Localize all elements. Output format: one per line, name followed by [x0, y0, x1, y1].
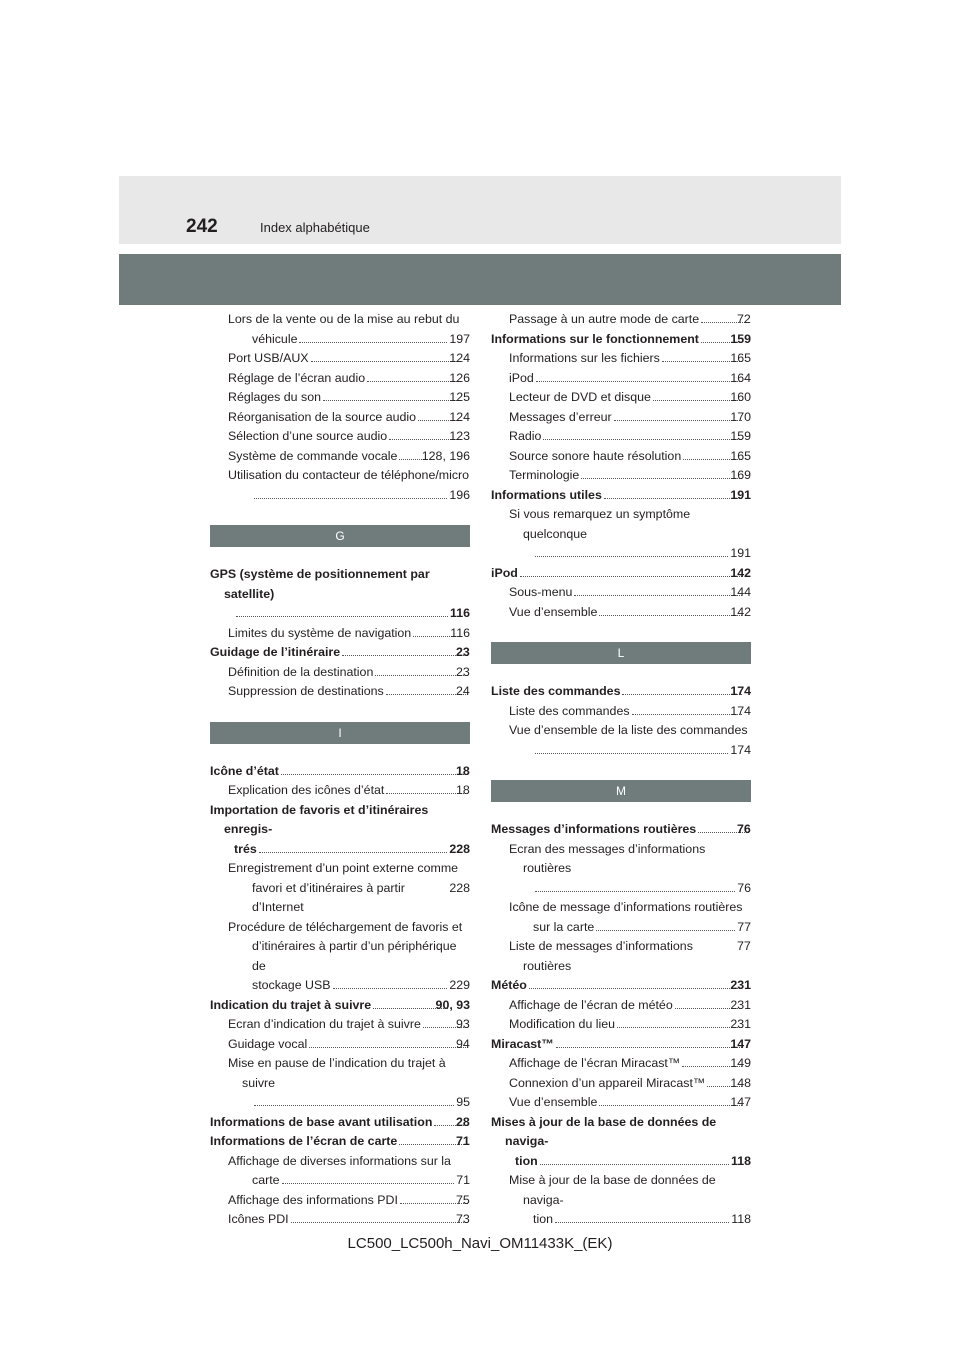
- section-letter-header: L: [491, 642, 751, 664]
- index-entry: Icône d’état 18: [210, 762, 470, 782]
- entry-text: Guidage vocal: [228, 1036, 308, 1051]
- page-reference: 90, 93: [435, 997, 470, 1012]
- index-entry: [491, 682, 751, 702]
- index-entry: [210, 565, 470, 624]
- page-reference: 174: [730, 742, 751, 757]
- entry-text: Guidage de l’itinéraire: [210, 645, 341, 659]
- page-reference: 142: [730, 565, 751, 580]
- entry-text: Procédure de téléchargement de favoris et: [228, 919, 463, 934]
- index-subentry: [210, 1054, 470, 1113]
- index-subentry: [491, 996, 751, 1016]
- index-entry: Informations de l’écran de carte 71: [210, 1132, 470, 1152]
- leader-dots: [535, 556, 728, 557]
- entry-text: Système de commande vocale: [228, 448, 398, 463]
- index-entry: [491, 564, 751, 584]
- entry-text: Réorganisation de la source audio: [228, 409, 417, 424]
- entry-text: Réglage de l’écran audio: [228, 370, 366, 385]
- page-reference: 197: [449, 331, 470, 346]
- entry-text: Suppression de destinations: [228, 684, 384, 698]
- index-entry: [491, 486, 751, 506]
- leader-dots: [632, 714, 743, 715]
- entry-text-continued: d’itinéraires à partir d’un périphérique de: [252, 939, 457, 973]
- entry-text: Modification du lieu: [509, 1017, 616, 1031]
- leader-dots: [281, 774, 468, 775]
- page-reference: 191: [730, 546, 751, 560]
- leader-dots: [574, 595, 742, 596]
- page-reference: 118: [731, 1153, 751, 1168]
- index-subentry: Ecran d’indication du trajet à suivre 93: [210, 1015, 470, 1035]
- entry-text: Informations de base avant utilisation: [210, 1114, 433, 1129]
- page-reference: 123: [449, 429, 470, 443]
- entry-text: Informations sur le fonctionnement: [491, 331, 699, 346]
- page-reference: 116: [450, 606, 470, 620]
- page-reference: 170: [730, 409, 751, 424]
- index-subentry: [491, 1015, 751, 1035]
- entry-text: Liste des commandes: [509, 703, 630, 718]
- entry-text: Affichage des informations PDI: [228, 1192, 398, 1207]
- entry-text-continued: tion: [515, 1153, 538, 1168]
- entry-text: Lors de la vente ou de la mise au rebut du: [228, 312, 460, 326]
- leader-dots: [529, 988, 743, 989]
- page-reference: 229: [449, 978, 470, 992]
- entry-text: Liste des commandes: [491, 684, 621, 698]
- leader-dots: [254, 498, 447, 499]
- page-reference: 159: [730, 331, 751, 346]
- index-subentry: Icônes PDI 73: [210, 1210, 470, 1230]
- entry-text: Enregistrement d’un point externe comme: [228, 861, 459, 875]
- entry-text: Météo: [491, 978, 527, 992]
- entry-text: Si vous remarquez un symptôme quelconque: [509, 507, 691, 541]
- index-subentry: [491, 898, 751, 937]
- entry-text-continued: carte: [252, 1173, 280, 1187]
- entry-text: Sélection d’une source audio: [228, 429, 388, 443]
- entry-text: Mise en pause de l’indication du trajet à suivre: [228, 1056, 446, 1090]
- entry-text: Port USB/AUX: [228, 351, 309, 365]
- leader-dots: [342, 655, 468, 656]
- leader-dots: [311, 361, 462, 362]
- section-letter-header: I: [210, 722, 470, 744]
- index-column-right: [491, 310, 751, 1230]
- entry-text-continued: tion: [533, 1212, 553, 1226]
- page-reference: 76: [737, 880, 751, 895]
- index-entry: Messages d’informations routières 76: [491, 820, 751, 840]
- entry-text-continued: stockage USB: [252, 978, 331, 992]
- page-reference: 77: [737, 919, 751, 934]
- index-entry: [210, 801, 470, 860]
- page-reference: 71: [456, 1173, 470, 1187]
- entry-text: Vue d’ensemble de la liste des commandes: [509, 723, 748, 737]
- page-reference: 124: [449, 351, 470, 365]
- entry-text-continued: sur la carte: [533, 919, 595, 934]
- index-subentry: [491, 505, 751, 564]
- index-subentry: [210, 1152, 470, 1191]
- page-reference: 148: [730, 1075, 751, 1090]
- leader-dots: [323, 400, 461, 401]
- page-reference: 191: [730, 487, 751, 502]
- index-entry: [210, 996, 470, 1016]
- leader-dots: [291, 1222, 468, 1223]
- index-entry: Guidage de l’itinéraire 23: [210, 643, 470, 663]
- leader-dots: [375, 675, 468, 676]
- leader-dots: [254, 1105, 454, 1106]
- entry-text: Vue d’ensemble: [509, 1095, 598, 1109]
- entry-text: Liste de messages d’informations routières: [509, 939, 693, 973]
- index-subentry: [210, 447, 470, 467]
- leader-dots: [282, 1183, 455, 1184]
- index-entry: [491, 976, 751, 996]
- entry-text: Affichage de diverses informations sur la: [228, 1153, 451, 1168]
- entry-text: Miracast™: [491, 1036, 554, 1051]
- document-footer: LC500_LC500h_Navi_OM11433K_(EK): [347, 1235, 613, 1252]
- page-reference: 174: [730, 684, 751, 698]
- leader-dots: [599, 615, 742, 616]
- index-subentry: [491, 466, 751, 486]
- index-entry: Informations de base avant utilisation 28: [210, 1113, 470, 1133]
- leader-dots: [536, 381, 743, 382]
- page-reference: 144: [730, 585, 751, 599]
- index-subentry: [491, 427, 751, 447]
- page-reference: 124: [449, 409, 470, 424]
- leader-dots: [581, 478, 742, 479]
- leader-dots: [333, 988, 448, 989]
- leader-dots: [535, 753, 728, 754]
- entry-text: Informations utiles: [491, 487, 602, 502]
- entry-text-continued: véhicule: [252, 331, 298, 346]
- entry-text: Ecran d’indication du trajet à suivre: [228, 1017, 421, 1031]
- index-subentry: [210, 408, 470, 428]
- leader-dots: [556, 1047, 743, 1048]
- entry-text: Utilisation du contacteur de téléphone/micro: [228, 468, 470, 482]
- entry-text: Informations sur les fichiers: [509, 351, 660, 365]
- leader-dots: [599, 1105, 742, 1106]
- entry-text: iPod: [509, 370, 534, 385]
- page-reference: 116: [450, 625, 470, 640]
- index-entry: [491, 1113, 751, 1172]
- leader-dots: [614, 420, 743, 421]
- index-subentry: [491, 603, 751, 623]
- page-reference: 231: [730, 1017, 751, 1031]
- index-subentry: [491, 1093, 751, 1113]
- index-entry: [491, 1035, 751, 1055]
- page-reference: 159: [730, 429, 751, 443]
- entry-text: Réglages du son: [228, 390, 321, 404]
- index-subentry: Explication des icônes d’état 18: [210, 781, 470, 801]
- leader-dots: [543, 439, 742, 440]
- index-subentry: [210, 369, 470, 389]
- index-subentry: [210, 349, 470, 369]
- index-subentry: [210, 918, 470, 996]
- index-subentry: [491, 702, 751, 722]
- index-subentry: [491, 1171, 751, 1230]
- entry-text: Importation de favoris et d’itinéraires enregis-: [210, 802, 429, 836]
- entry-text: Source sonore haute résolution: [509, 448, 682, 463]
- index-subentry: [210, 859, 470, 918]
- index-subentry: [491, 408, 751, 428]
- page-reference: 174: [730, 703, 751, 718]
- entry-text-continued: trés: [234, 841, 257, 856]
- page-title: Index alphabétique: [260, 220, 370, 235]
- leader-dots: [236, 616, 448, 617]
- page-reference: 231: [730, 997, 751, 1012]
- index-subentry: Liste de messages d’informations routières 77: [491, 937, 751, 976]
- entry-text: Informations de l’écran de carte: [210, 1134, 398, 1148]
- index-subentry: [210, 310, 470, 349]
- entry-text: Passage à un autre mode de carte: [509, 312, 700, 326]
- section-letter-header: G: [210, 525, 470, 547]
- index-subentry: [491, 369, 751, 389]
- page-reference: 95: [456, 1095, 470, 1109]
- index-subentry: [491, 721, 751, 760]
- leader-dots: [259, 852, 448, 853]
- entry-text: Explication des icônes d’état: [228, 783, 385, 797]
- leader-dots: [309, 1047, 468, 1048]
- entry-text: Affichage de l’écran Miracast™: [509, 1056, 681, 1070]
- index-subentry: [491, 447, 751, 467]
- leader-dots: [604, 498, 742, 499]
- index-column-left: [210, 310, 470, 1230]
- index-subentry: [491, 840, 751, 899]
- section-letter-header: M: [491, 780, 751, 802]
- entry-text: Lecteur de DVD et disque: [509, 390, 651, 404]
- entry-text: Icônes PDI: [228, 1212, 289, 1226]
- leader-dots: [617, 1027, 742, 1028]
- page-reference: 147: [730, 1036, 751, 1051]
- index-subentry: [491, 583, 751, 603]
- entry-text: Indication du trajet à suivre: [210, 997, 372, 1012]
- leader-dots: [622, 694, 742, 695]
- page-reference: 118: [731, 1212, 751, 1226]
- entry-text: Messages d’informations routières: [491, 822, 697, 836]
- leader-dots: [653, 400, 742, 401]
- leader-dots: [596, 930, 735, 931]
- page-reference: 231: [730, 978, 751, 992]
- page-reference: 165: [730, 448, 751, 463]
- entry-text: Vue d’ensemble: [509, 604, 598, 619]
- entry-text: Terminologie: [509, 468, 580, 482]
- index-subentry: [491, 1054, 751, 1074]
- entry-text: Définition de la destination: [228, 664, 374, 679]
- page-reference: 228: [449, 880, 470, 895]
- index-subentry: [491, 1074, 751, 1094]
- index-entry: [491, 330, 751, 350]
- entry-text: Messages d’erreur: [509, 409, 612, 424]
- index-subentry: Définition de la destination 23: [210, 663, 470, 683]
- index-subentry: [210, 624, 470, 644]
- index-subentry: Passage à un autre mode de carte 72: [491, 310, 751, 330]
- index-subentry: [210, 388, 470, 408]
- page-reference: 128, 196: [421, 448, 470, 463]
- leader-dots: [367, 381, 461, 382]
- header-band: [119, 254, 841, 305]
- page-reference: 169: [730, 468, 751, 482]
- entry-text: iPod: [491, 565, 518, 580]
- page-reference: 149: [730, 1056, 751, 1070]
- entry-text: Radio: [509, 429, 542, 443]
- leader-dots: [555, 1222, 729, 1223]
- entry-text: Mises à jour de la base de données de naviga-: [491, 1114, 717, 1148]
- entry-text: Ecran des messages d’informations routières: [509, 841, 706, 875]
- entry-text: Icône d’état: [210, 763, 279, 778]
- page-number: 242: [186, 216, 218, 237]
- leader-dots: [540, 1164, 729, 1165]
- page-reference: 228: [449, 841, 470, 856]
- index-subentry: [491, 388, 751, 408]
- page-reference: 196: [449, 487, 470, 502]
- page-reference: 142: [730, 604, 751, 619]
- entry-text: Sous-menu: [509, 585, 573, 599]
- page-reference: 147: [730, 1095, 751, 1109]
- index-subentry: [210, 427, 470, 447]
- leader-dots: [520, 576, 742, 577]
- entry-text: Limites du système de navigation: [228, 625, 412, 640]
- index-subentry: [491, 349, 751, 369]
- page-reference: 165: [730, 351, 751, 365]
- index-subentry: Guidage vocal 94: [210, 1035, 470, 1055]
- leader-dots: [535, 891, 735, 892]
- page-reference: 125: [449, 390, 470, 404]
- header-bar: [119, 176, 841, 244]
- index-subentry: Suppression de destinations 24: [210, 682, 470, 702]
- entry-text: Mise à jour de la base de données de naviga-: [509, 1173, 716, 1207]
- page-reference: 126: [449, 370, 470, 385]
- entry-text: Affichage de l’écran de météo: [509, 997, 673, 1012]
- index-subentry: [210, 466, 470, 505]
- entry-text-continued: favori et d’itinéraires à partir d’Internet: [252, 880, 405, 914]
- entry-text: Icône de message d’informations routières: [509, 900, 743, 914]
- page-reference: 164: [730, 370, 751, 385]
- leader-dots: [299, 342, 447, 343]
- index-subentry: Affichage des informations PDI 75: [210, 1191, 470, 1211]
- entry-text: Connexion d’un appareil Miracast™: [509, 1075, 706, 1090]
- entry-text: GPS (système de positionnement par satellite): [210, 567, 430, 601]
- page-reference: 160: [730, 390, 751, 404]
